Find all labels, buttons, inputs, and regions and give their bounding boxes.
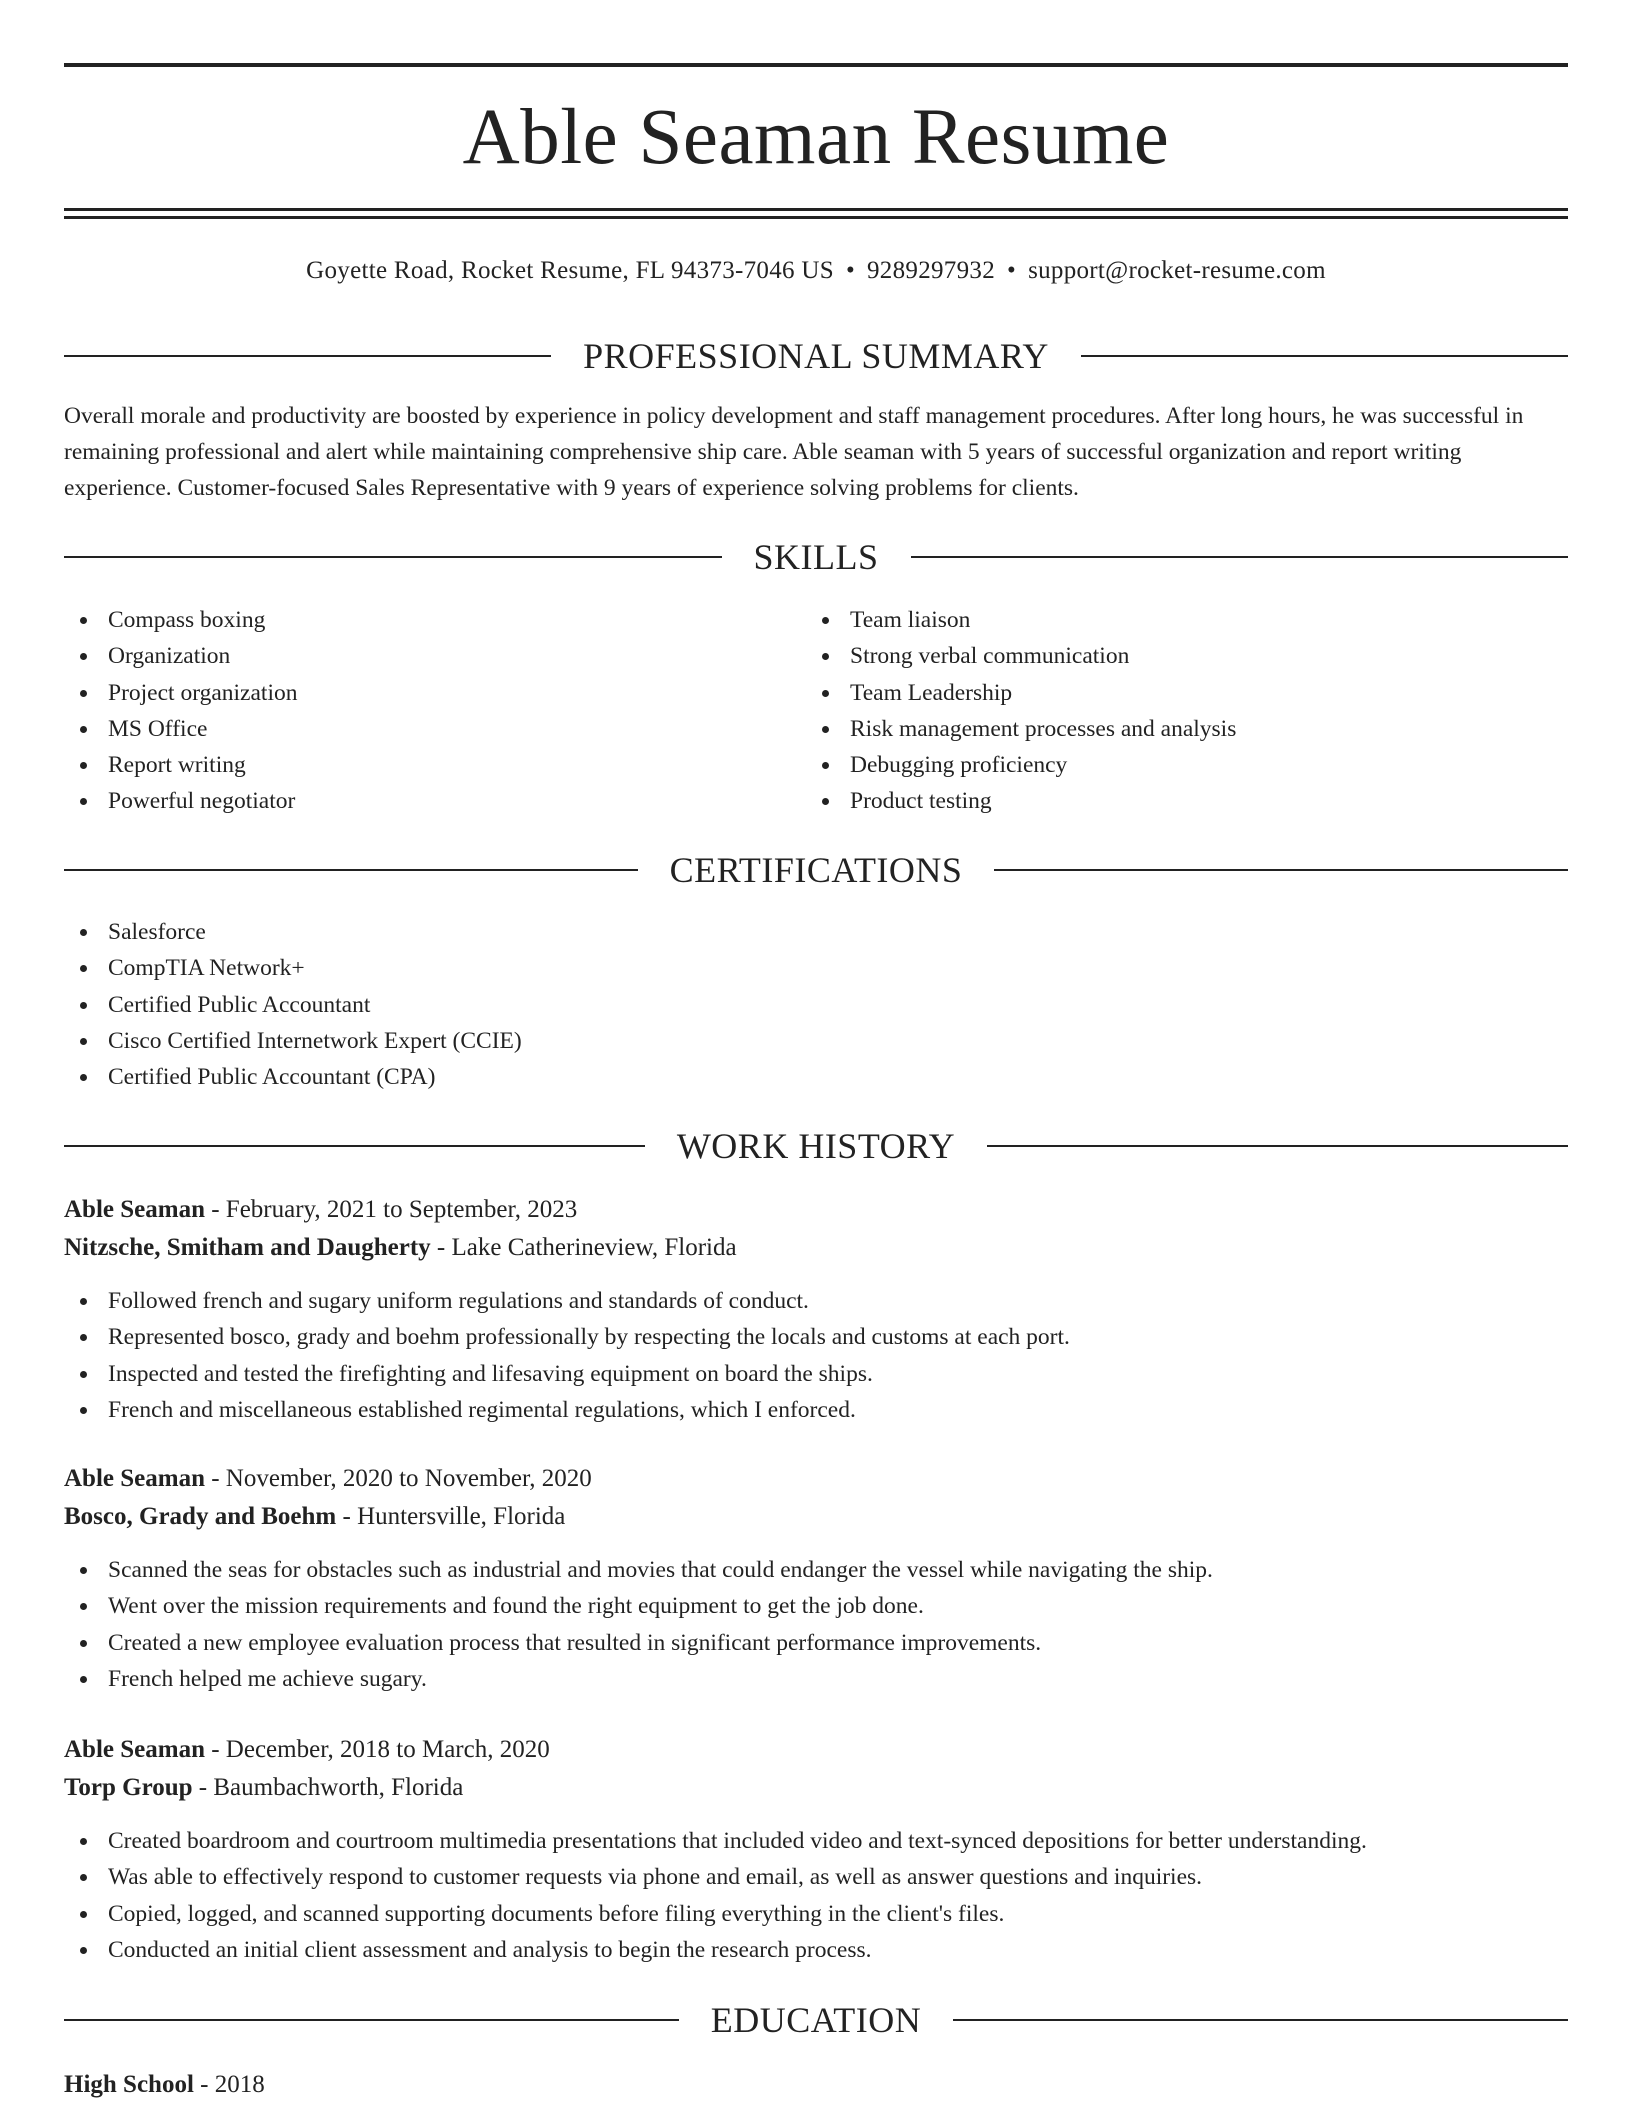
job-duty: French helped me achieve sugary.	[64, 1661, 1568, 1697]
top-rule	[64, 63, 1568, 67]
contact-separator: •	[845, 257, 855, 284]
skill-item: Compass boxing	[64, 602, 804, 638]
skill-item: MS Office	[64, 711, 804, 747]
section-heading-education	[64, 1998, 1568, 2042]
contact-address: Goyette Road, Rocket Resume, FL 94373-7046 US	[306, 257, 834, 284]
section-title: PROFESSIONAL SUMMARY	[583, 336, 1049, 376]
divider-line	[64, 556, 722, 558]
certifications-list	[64, 914, 1568, 1095]
job-location: - Lake Catherineview, Florida	[436, 1234, 737, 1261]
job-duty: Conducted an initial client assessment and analysis to begin the research process.	[64, 1932, 1568, 1968]
section-heading-summary	[64, 334, 1568, 378]
section-title: SKILLS	[753, 537, 879, 577]
job-title-line	[64, 1191, 1568, 1229]
job-duty: Was able to effectively respond to customer requests via phone and email, as well as answer questions and inquiries.	[64, 1859, 1568, 1895]
divider-line	[64, 869, 638, 871]
job-company-line	[64, 1498, 1568, 1536]
job-duty: Created a new employee evaluation process that resulted in significant performance improvements.	[64, 1625, 1568, 1661]
skill-item: Strong verbal communication	[806, 638, 1566, 674]
job-company-line	[64, 1769, 1568, 1807]
divider-line	[987, 1145, 1568, 1147]
job-entry	[64, 1460, 1568, 1697]
skill-item: Organization	[64, 638, 804, 674]
job-company-line	[64, 1229, 1568, 1267]
job-duty: Went over the mission requirements and found the right equipment to get the job done.	[64, 1588, 1568, 1624]
divider-line	[64, 2019, 679, 2021]
job-duty: French and miscellaneous established regimental regulations, which I enforced.	[64, 1392, 1568, 1428]
job-title: Able Seaman	[64, 1736, 205, 1763]
job-dates: - February, 2021 to September, 2023	[211, 1196, 578, 1223]
job-duty: Followed french and sugary uniform regulations and standards of conduct.	[64, 1283, 1568, 1319]
section-heading-skills	[64, 535, 1568, 579]
divider-line	[64, 355, 551, 357]
summary-text: Overall morale and productivity are boosted by experience in policy development and staff management procedures. After long hours, he was successful in remaining professional and alert while maintaining comprehensive ship care. Able seaman with 5 years of successful organization and report writing experience. Customer-focused Sales Representative with 9 years of experience solving problems for clients.	[64, 403, 1524, 501]
section-title: CERTIFICATIONS	[669, 850, 963, 890]
skills-list-left	[64, 602, 804, 820]
job-company: Torp Group	[64, 1774, 193, 1801]
section-heading-certifications	[64, 848, 1568, 892]
certification-item: CompTIA Network+	[64, 950, 1568, 986]
divider-line	[953, 2019, 1568, 2021]
job-duty: Created boardroom and courtroom multimedia presentations that included video and text-synced depositions for better understanding.	[64, 1823, 1568, 1859]
job-dates: - November, 2020 to November, 2020	[211, 1465, 592, 1492]
job-duties-list	[64, 1823, 1568, 1968]
job-title-line	[64, 1731, 1568, 1769]
job-location: - Huntersville, Florida	[342, 1503, 566, 1530]
skill-item: Report writing	[64, 747, 804, 783]
skill-item: Team Leadership	[806, 675, 1566, 711]
job-title: Able Seaman	[64, 1465, 205, 1492]
job-location: - Baumbachworth, Florida	[198, 1774, 464, 1801]
education-entry	[64, 2066, 265, 2104]
divider-line	[1081, 355, 1568, 357]
skill-item: Team liaison	[806, 602, 1566, 638]
divider-line	[911, 556, 1569, 558]
contact-separator: •	[1007, 257, 1017, 284]
section-title: WORK HISTORY	[676, 1126, 956, 1166]
section-heading-work-history	[64, 1124, 1568, 1168]
job-entry	[64, 1731, 1568, 1968]
skill-item: Powerful negotiator	[64, 783, 804, 819]
divider-line	[994, 869, 1568, 871]
certification-item: Certified Public Accountant	[64, 987, 1568, 1023]
section-title: EDUCATION	[710, 2000, 922, 2040]
job-company: Nitzsche, Smitham and Daugherty	[64, 1234, 431, 1261]
job-duty: Represented bosco, grady and boehm professionally by respecting the locals and customs at each port.	[64, 1319, 1568, 1355]
certification-item: Cisco Certified Internetwork Expert (CCIE)	[64, 1023, 1568, 1059]
education-year: - 2018	[200, 2071, 265, 2098]
job-duty: Inspected and tested the firefighting and lifesaving equipment on board the ships.	[64, 1356, 1568, 1392]
contact-email: support@rocket-resume.com	[1028, 257, 1326, 284]
resume-title: Able Seaman Resume	[462, 94, 1170, 181]
divider-line	[64, 1145, 645, 1147]
job-company: Bosco, Grady and Boehm	[64, 1503, 337, 1530]
skill-item: Risk management processes and analysis	[806, 711, 1566, 747]
job-entry	[64, 1191, 1568, 1428]
job-title-line	[64, 1460, 1568, 1498]
contact-info	[64, 254, 1568, 288]
education-degree: High School	[64, 2071, 194, 2098]
job-duty: Copied, logged, and scanned supporting documents before filing everything in the client's files.	[64, 1896, 1568, 1932]
certification-item: Salesforce	[64, 914, 1568, 950]
skill-item: Debugging proficiency	[806, 747, 1566, 783]
job-title: Able Seaman	[64, 1196, 205, 1223]
skills-list-right	[806, 602, 1566, 820]
certification-item: Certified Public Accountant (CPA)	[64, 1059, 1568, 1095]
skill-item: Product testing	[806, 783, 1566, 819]
skill-item: Project organization	[64, 675, 804, 711]
job-duties-list	[64, 1552, 1568, 1697]
job-dates: - December, 2018 to March, 2020	[211, 1736, 550, 1763]
contact-phone: 9289297932	[867, 257, 995, 284]
job-duty: Scanned the seas for obstacles such as industrial and movies that could endanger the vessel while navigating the ship.	[64, 1552, 1568, 1588]
title-underline-top	[64, 208, 1568, 211]
title-underline-bottom	[64, 216, 1568, 219]
job-duties-list	[64, 1283, 1568, 1428]
